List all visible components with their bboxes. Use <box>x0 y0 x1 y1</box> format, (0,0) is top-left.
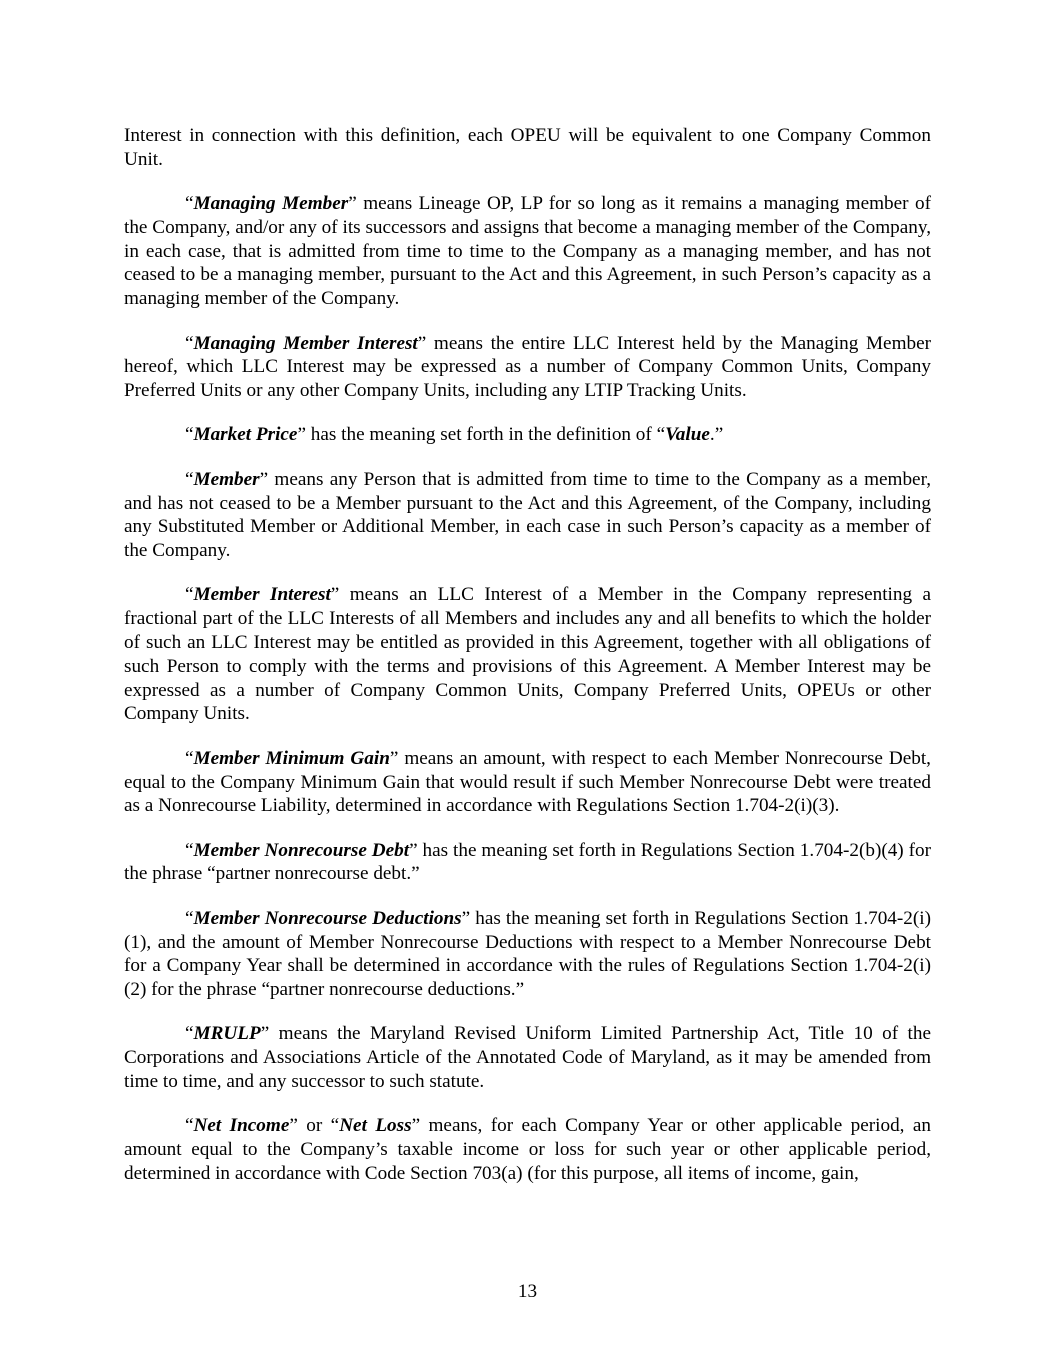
definition-paragraph <box>124 423 931 447</box>
paragraph-text: ” has the meaning set forth in Regulations Section 1.704-2(b)(4) for the phrase “partner nonrecourse debt.” <box>124 839 931 885</box>
paragraph-text: “ <box>185 193 194 215</box>
definition-paragraph <box>124 839 931 887</box>
definition-paragraph <box>124 1114 931 1185</box>
paragraph-text: ” has the meaning set forth in the definition of “ <box>297 424 666 446</box>
defined-term: MRULP <box>193 1023 261 1045</box>
paragraph-text: ” means the Maryland Revised Uniform Limited Partnership Act, Title 10 of the Corporations and Associations Article of the Annotated Code of Maryland, as it may be amended from time to time, and any successor to such statute. <box>124 1023 931 1092</box>
paragraph-text: “ <box>185 424 194 446</box>
defined-term: Net Income <box>193 1115 290 1137</box>
defined-term: Managing Member <box>193 193 349 215</box>
defined-term: Market Price <box>193 424 298 446</box>
defined-term: Member Nonrecourse Debt <box>193 839 410 861</box>
definitions-body <box>124 124 931 1186</box>
paragraph-text: .” <box>709 424 724 446</box>
definition-paragraph <box>124 332 931 403</box>
paragraph-text: “ <box>185 468 194 490</box>
definition-paragraph <box>124 1022 931 1093</box>
document-page <box>124 124 931 1206</box>
paragraph-text: ” means an LLC Interest of a Member in the Company representing a fractional part of the LLC Interests of all Members and includes any and all benefits to which the holder of such an LLC Interest may be entitled as provided in this Agreement, together with all obligations of such Person to comply with the terms and provisions of this Agreement. A Member Interest may be expressed as a number of Company Common Units, Company Preferred Units, OPEUs or other Company Units. <box>124 584 931 725</box>
definition-paragraph <box>124 124 931 172</box>
defined-term: Value <box>665 424 710 446</box>
paragraph-text: ” has the meaning set forth in Regulations Section 1.704-2(i)(1), and the amount of Member Nonrecourse Deductions with respect to a Member Nonrecourse Debt for a Company Year shall be determined in accordance with the rules of Regulations Section 1.704-2(i)(2) for the phrase “partner nonrecourse deductions.” <box>124 907 931 1001</box>
paragraph-text: ” means the entire LLC Interest held by the Managing Member hereof, which LLC Interest may be expressed as a number of Company Common Units, Company Preferred Units or any other Company Units, including any LTIP Tracking Units. <box>124 332 931 402</box>
paragraph-text: “ <box>185 584 194 606</box>
paragraph-text: ” means any Person that is admitted from time to time to the Company as a member, and has not ceased to be a Member pursuant to the Act and this Agreement, of the Company, including any Substituted Member or Additional Member, in each case in such Person’s capacity as a member of the Company. <box>124 468 931 562</box>
paragraph-text: “ <box>185 1115 194 1137</box>
paragraph-text: ” or “ <box>289 1115 340 1137</box>
paragraph-text: Interest in connection with this definition, each OPEU will be equivalent to one Company Common Unit. <box>124 125 931 170</box>
definition-paragraph <box>124 468 931 563</box>
paragraph-text: “ <box>185 839 194 861</box>
paragraph-text: “ <box>185 1023 194 1045</box>
definition-paragraph <box>124 907 931 1002</box>
defined-term: Net Loss <box>339 1115 412 1137</box>
paragraph-text: ” means, for each Company Year or other applicable period, an amount equal to the Company’s taxable income or loss for such year or other applicable period, determined in accordance with Code Section 703(a) (for this purpose, all items of income, gain, <box>124 1115 931 1184</box>
paragraph-text: ” means an amount, with respect to each Member Nonrecourse Debt, equal to the Company Minimum Gain that would result if such Member Nonrecourse Debt were treated as a Nonrecourse Liability, determined in accordance with Regulations Section 1.704-2(i)(3). <box>124 747 931 817</box>
defined-term: Managing Member Interest <box>193 332 418 354</box>
paragraph-text: “ <box>185 332 194 354</box>
paragraph-text: ” means Lineage OP, LP for so long as it remains a managing member of the Company, and/or any of its successors and assigns that become a managing member of the Company, in each case, that is admitted from time to time to the Company as a managing member, and has not ceased to be a managing member, pursuant to the Act and this Agreement, in such Person’s capacity as a managing member of the Company. <box>124 193 931 310</box>
paragraph-text: “ <box>185 907 194 929</box>
defined-term: Member Nonrecourse Deductions <box>193 907 462 929</box>
definition-paragraph <box>124 747 931 818</box>
definition-paragraph <box>124 583 931 726</box>
paragraph-text: “ <box>185 747 194 769</box>
defined-term: Member Minimum Gain <box>193 747 390 769</box>
defined-term: Member <box>193 468 260 490</box>
defined-term: Member Interest <box>193 584 331 606</box>
page-number: 13 <box>517 1281 538 1302</box>
definition-paragraph <box>124 192 931 311</box>
